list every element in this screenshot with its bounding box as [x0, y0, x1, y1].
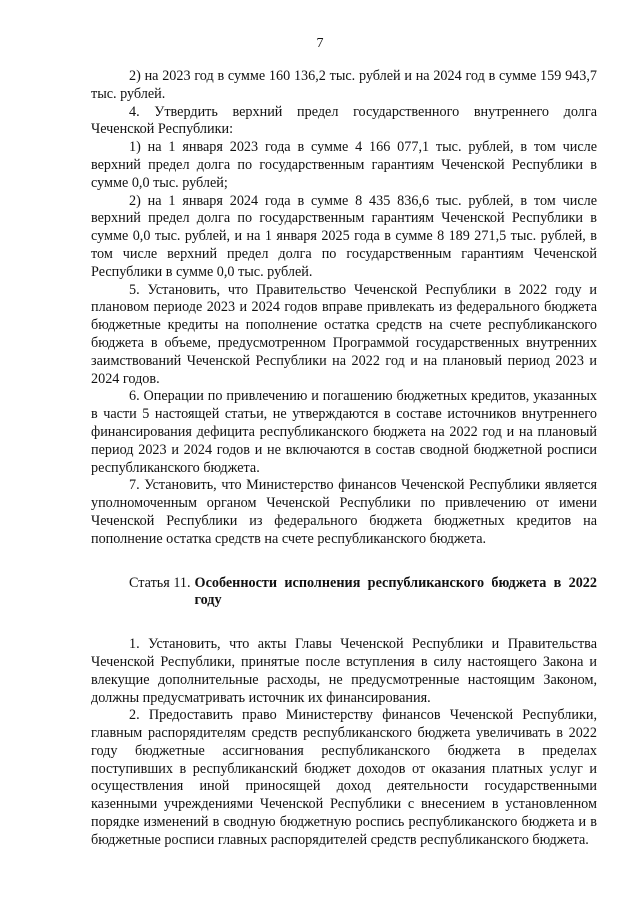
paragraph: 5. Установить, что Правительство Чеченской Республики в 2022 году и плановом периоде 2023 и 2024 годов вправе привлекать из федерального бюджета бюджетные кредиты на пополнение остатка средств на счете республиканского бюджета в объеме, предусмотренном Программой государственных внутренних заимствований Чеченской Республики на 2022 год и на плановый период 2023 и 2024 годов.	[91, 281, 597, 387]
article-heading	[91, 575, 597, 611]
paragraph: 2. Предоставить право Министерству финансов Чеченской Республики, главным распорядителям средств республиканского бюджета увеличивать в 2022 году бюджетные ассигнования республиканского бюджета в пределах поступивших в республиканский бюджет доходов от оказания платных услуг и осуществления иной приносящей доход деятельности государственными казенными учреждениями Чеченской Республики с внесением в установленном порядке изменений в сводную бюджетную роспись республиканского бюджета и в бюджетные росписи главных распорядителей средств республиканского бюджета.	[91, 707, 597, 848]
page-number: 7	[316, 36, 324, 51]
paragraph: 1. Установить, что акты Главы Чеченской Республики и Правительства Чеченской Республики, принятые после вступления в силу настоящего Закона и влекущие дополнительные расходы, не предусмотренные настоящим Законом, должны предусматривать источник их финансирования.	[91, 636, 597, 706]
document-body	[91, 68, 597, 850]
article-title: Особенности исполнения республиканского бюджета в 2022 году	[194, 574, 597, 609]
paragraph: 2) на 1 января 2024 года в сумме 8 435 836,6 тыс. рублей, в том числе верхний предел долга по государственным гарантиям Чеченской Республики в сумме 0,0 тыс. рублей, и на 1 января 2025 года в сумме 8 189 271,5 тыс. рублей, в том числе верхний предел долга по государственным гарантиям Чеченской Республики в сумме 0,0 тыс. рублей.	[91, 192, 597, 280]
paragraph: 2) на 2023 год в сумме 160 136,2 тыс. рублей и на 2024 год в сумме 159 943,7 тыс. рублей.	[91, 68, 597, 102]
paragraph: 4. Утвердить верхний предел государственного внутреннего долга Чеченской Республики:	[91, 103, 597, 138]
article-label: Статья 11.	[129, 574, 191, 591]
paragraph: 6. Операции по привлечению и погашению бюджетных кредитов, указанных в части 5 настоящей статьи, не утверждаются в составе источников внутреннего финансирования дефицита республиканского бюджета на 2022 год и на плановый период 2023 и 2024 годов и не включаются в состав сводной бюджетной росписи республиканского бюджета.	[91, 388, 597, 476]
paragraph: 1) на 1 января 2023 года в сумме 4 166 077,1 тыс. рублей, в том числе верхний предел долга по государственным гарантиям Чеченской Республики в сумме 0,0 тыс. рублей;	[91, 139, 597, 191]
paragraph: 7. Установить, что Министерство финансов Чеченской Республики является уполномоченным органом Чеченской Республики по привлечению от имени Чеченской Республики из федерального бюджета бюджетных кредитов на пополнение остатка средств на счете республиканского бюджета.	[91, 477, 597, 547]
